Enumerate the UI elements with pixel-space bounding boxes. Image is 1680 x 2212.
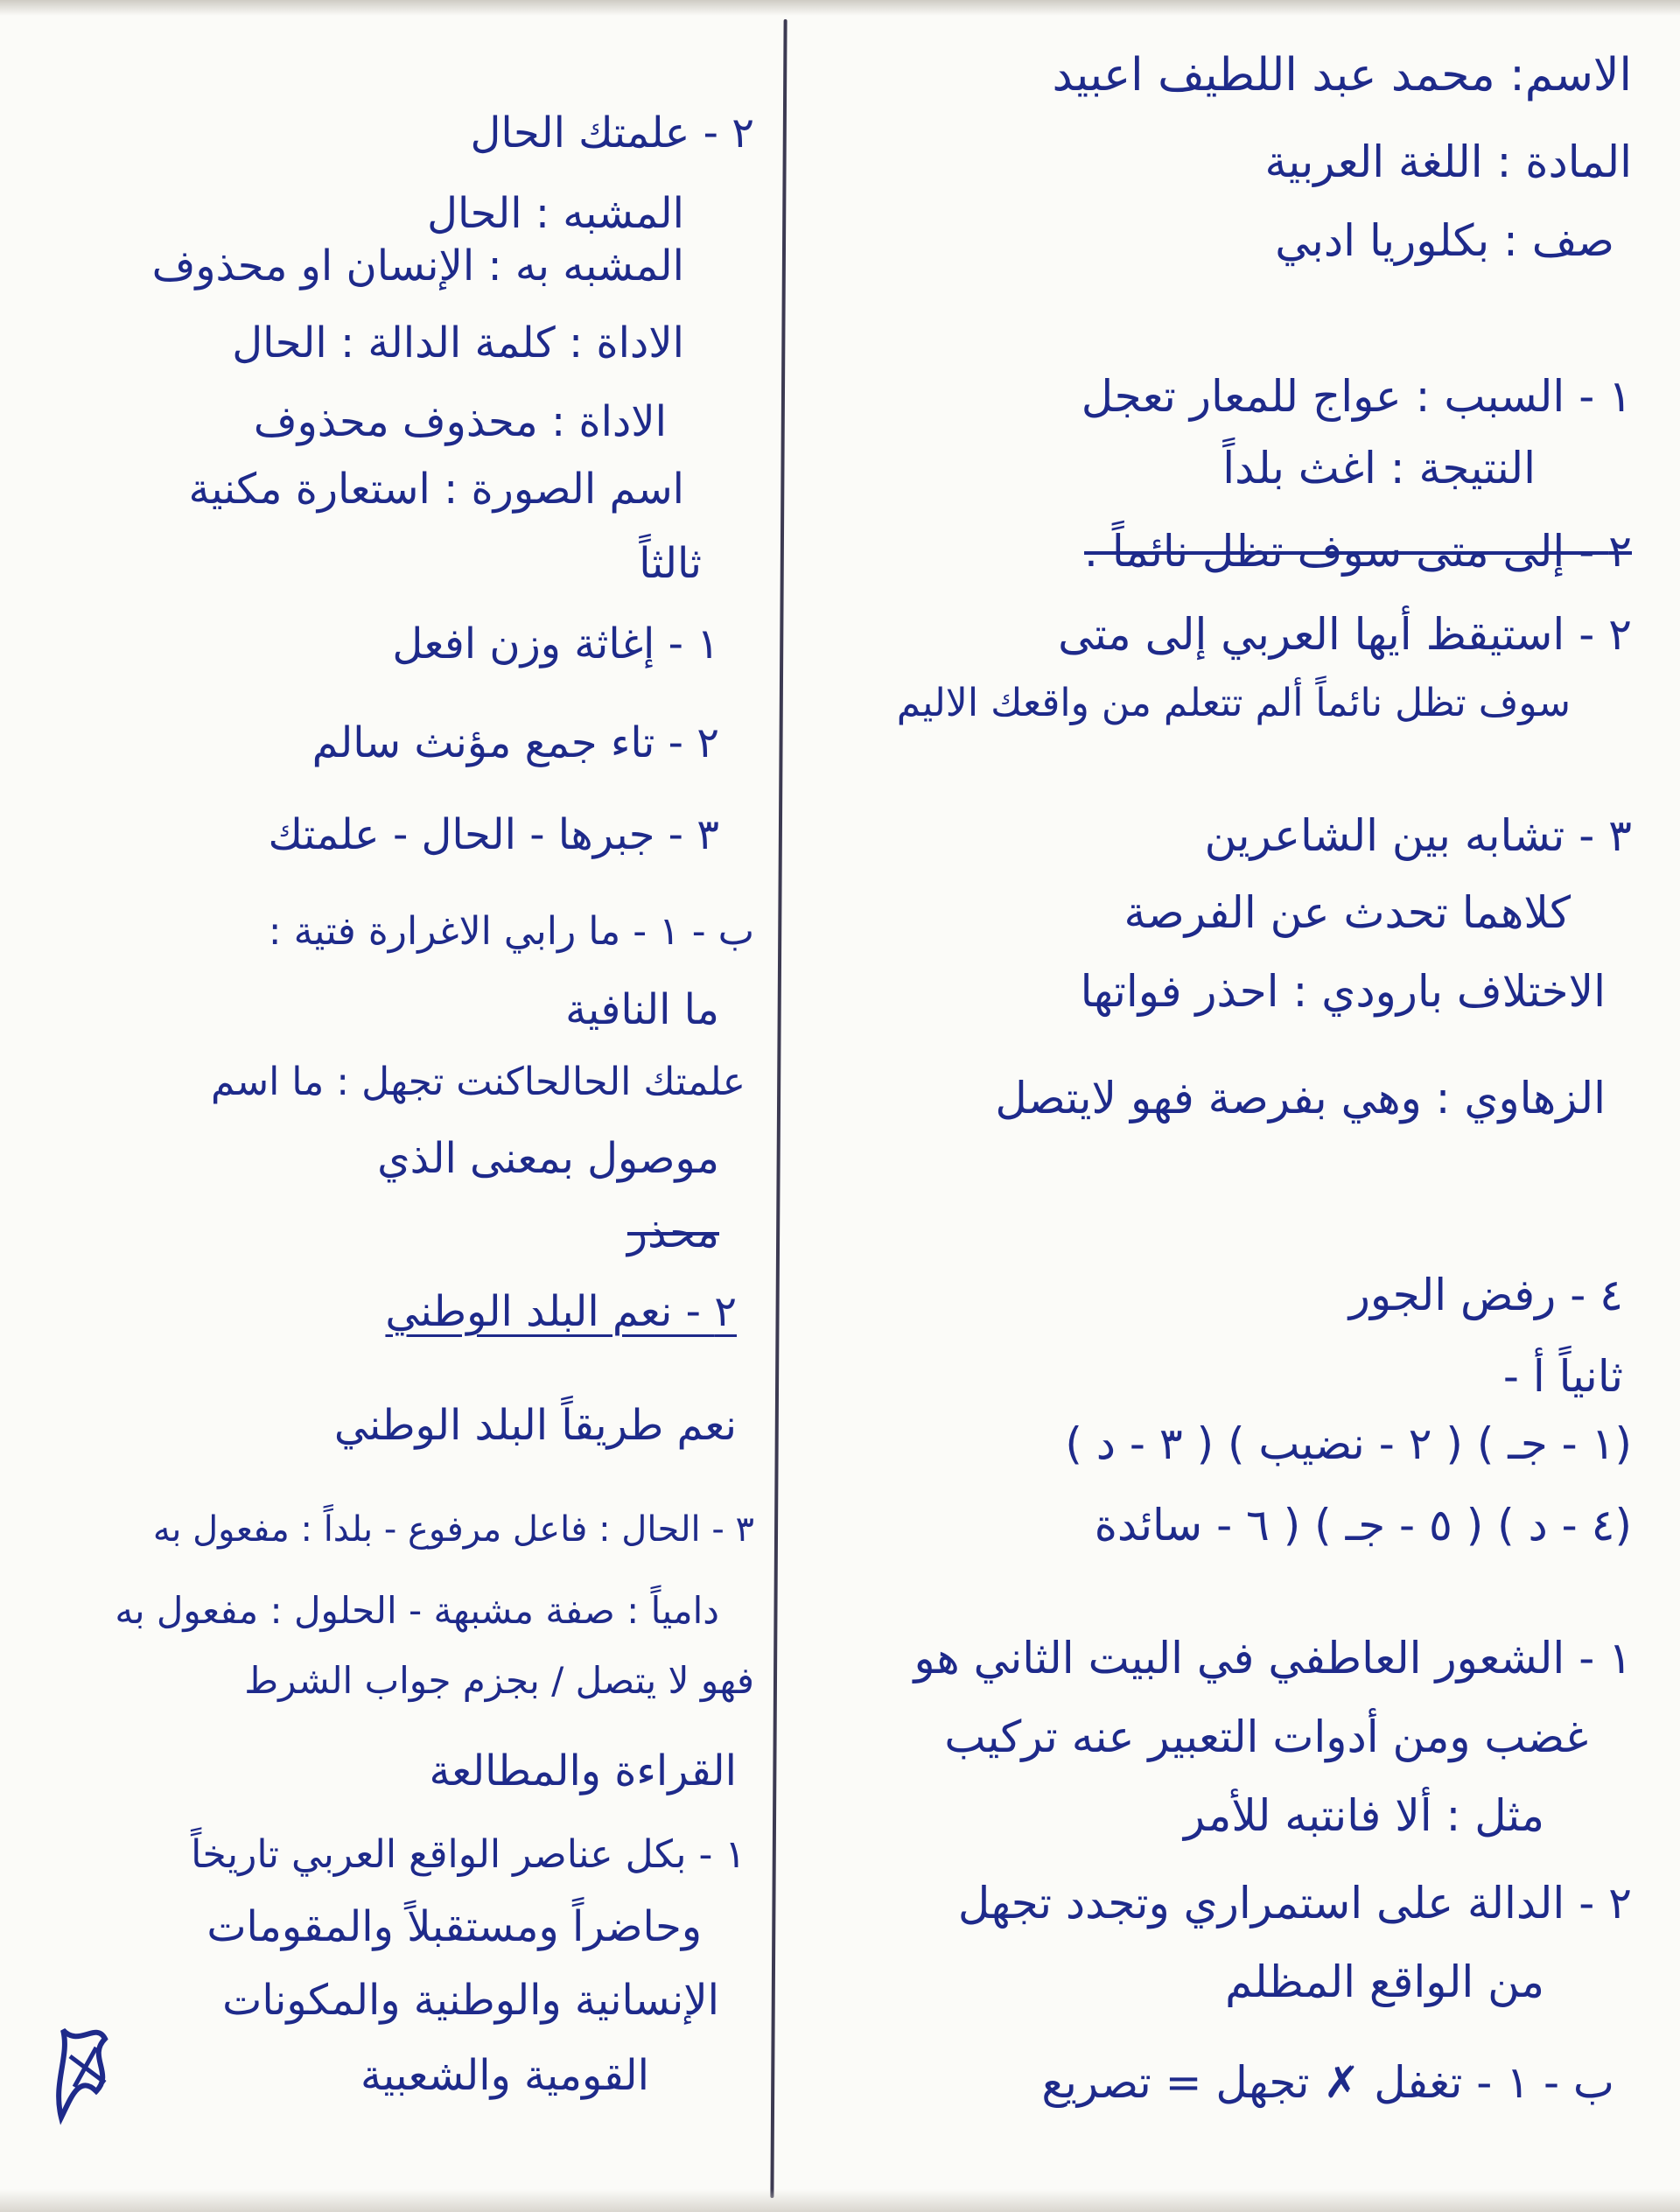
right-column — [792, 0, 1667, 2212]
answer-line: اسم الصورة : استعارة مكنية — [188, 465, 684, 514]
answer-line: نعم طريقاً البلد الوطني — [333, 1401, 737, 1450]
answer-line: ٣ - جبرها - الحال - علمتك — [268, 810, 719, 859]
answer-line: النتيجة : اغث بلداً — [1222, 443, 1536, 494]
answer-line: (١ - جـ ) ( ٢ - نضيب ) ( ٣ - د ) — [1065, 1418, 1632, 1469]
answer-line: المشبه به : الإنسان او محذوف — [151, 242, 684, 290]
answer-line: ب - ١ - ما رابي الاغرارة فتية : — [268, 909, 754, 954]
answer-line: سوف تظل نائماً ألم تتعلم من واقعك الاليم — [896, 681, 1571, 725]
answer-line: ٣ - تشابه بين الشاعرين — [1204, 810, 1632, 861]
answer-line: دامياً : صفة مشبهة - الحلول : مفعول به — [115, 1589, 719, 1632]
subject-line: المادة : اللغة العربية — [1264, 136, 1632, 187]
left-column — [9, 0, 772, 2212]
answer-line: ١ - السبب : عواج للمعار تعجل — [1081, 371, 1632, 422]
answer-line: القومية والشعبية — [360, 2051, 649, 2100]
answer-line: موصول بمعنى الذي — [377, 1134, 719, 1183]
answer-line: وحاضراً ومستقبلاً والمقومات — [206, 1902, 702, 1951]
answer-line: ٢ - الدالة على استمراري وتجدد تجهل — [957, 1878, 1632, 1928]
answer-line: الاداة : محذوف محذوف — [253, 397, 667, 446]
answer-line: مثل : ألا فانتبه للأمر — [1183, 1790, 1544, 1841]
answer-line: ٢ - تاء جمع مؤنث سالم — [312, 718, 719, 767]
answer-line: ٤ - رفض الجور — [1348, 1270, 1623, 1320]
answer-line: ب - ١ - تغفل ✗ تجهل = تصريع — [1041, 2057, 1614, 2108]
answer-line: كلاهما تحدث عن الفرصة — [1124, 887, 1571, 938]
answer-line: الاداة : كلمة الدالة : الحال — [232, 318, 684, 368]
answer-line: ٢ - استيقظ أيها العربي إلى متى — [1058, 609, 1632, 660]
answer-line: ١ - الشعور العاطفي في البيت الثاني هو — [914, 1633, 1632, 1684]
answer-line: ١ - إغاثة وزن افعل — [392, 620, 719, 668]
section-heading: ثالثاً — [639, 539, 702, 588]
section-heading: القراءة والمطالعة — [429, 1746, 737, 1796]
answer-line: المشبه : الحال — [427, 189, 684, 238]
answer-line: ٣ - الحال : فاعل مرفوع - بلداً : مفعول به — [152, 1509, 754, 1550]
answer-line: ثانياً أ - — [1502, 1351, 1623, 1402]
answer-line: ١ - بكل عناصر الواقع العربي تاريخاً — [191, 1832, 746, 1877]
class-line: صف : بكلوريا ادبي — [1275, 215, 1614, 266]
answer-line: الاختلاف بارودي : احذر فواتها — [1080, 966, 1606, 1017]
student-name: الاسم: محمد عبد اللطيف اعبيد — [1052, 49, 1632, 102]
crossed-out-line: محذر — [626, 1208, 719, 1257]
answer-line: الإنسانية والوطنية والمكونات — [222, 1976, 719, 2025]
crossed-out-line: ٢ - إلى متى سوف تظل نائماً . — [1084, 526, 1632, 577]
column-divider-line — [770, 19, 787, 2198]
answer-line: فهو لا يتصل / بجزم جواب الشرط — [244, 1659, 754, 1702]
answer-line: (٤ - د ) ( ٥ - جـ ) ( ٦ - سائدة — [1094, 1500, 1632, 1550]
answer-line: ٢ - علمتك الحال — [470, 108, 754, 158]
paper-bottom-shadow — [0, 2189, 1680, 2212]
answer-line: غضب ومن أدوات التعبير عنه تركيب — [944, 1712, 1588, 1762]
answer-line: علمتك الحالحاكنت تجهل : ما اسم — [210, 1060, 746, 1104]
answer-line: الزهاوي : وهي بفرصة فهو لايتصل — [995, 1073, 1606, 1124]
ink-scribble-mark — [44, 2004, 122, 2126]
answer-line: من الواقع المظلم — [1225, 1956, 1544, 2007]
answer-line: ما النافية — [565, 985, 719, 1034]
answer-line: ٢ - نعم البلد الوطني — [385, 1287, 737, 1336]
